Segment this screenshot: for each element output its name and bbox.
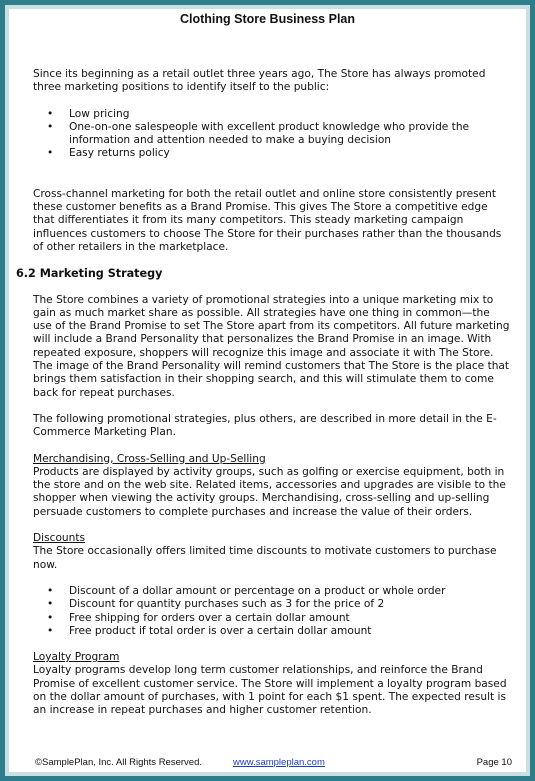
list-item: • Easy returns policy (33, 147, 510, 160)
footer-copyright: ©SamplePlan, Inc. All Rights Reserved. (35, 757, 202, 768)
discounts-text: The Store occasionally offers limited time discounts to motivate customers to purchase now. (33, 545, 497, 571)
discounts-title: Discounts (33, 532, 86, 545)
merchandising-title: Merchandising, Cross-Selling and Up-Selling (33, 452, 266, 465)
page-header-title: Clothing Store Business Plan (179, 12, 356, 26)
list-item: • Discount for quantity purchases such as 3 for the price of 2 (33, 598, 510, 611)
list-item: • One-on-one salespeople with excellent product knowledge who provide the information and attention needed to make a buying decision (33, 121, 510, 148)
positions-list (33, 108, 510, 161)
strategy-paragraph-1: The Store combines a variety of promotional strategies into a unique marketing mix to gain as much market share as possible. All strategies have one thing in common—the use of the Brand Promise to set The Store apart from its competitors. All future marketing will include a Brand Personality that personalizes the Brand Promise in an image. With repeated exposure, shoppers will recognize this image and associate it with The Store. The image of the Brand Personality will remind customers that The Store is the place that brings them satisfaction in their shopping search, and this will stimulate them to come back for repeat purchases. (33, 293, 510, 399)
section-heading: 6.2 Marketing Strategy (16, 267, 163, 281)
loyalty-text: Loyalty programs develop long term customer relationships, and reinforce the Brand Promise of excellent customer service. The Store will implement a loyalty program based on the dollar amount of purchases, with 1 point for each $1 spent. The expected result is an increase in repeat purchases and higher customer retention. (33, 664, 507, 717)
intro-paragraph-1: Since its beginning as a retail outlet three years ago, The Store has always promoted three marketing positions to identify itself to the public: (33, 68, 486, 94)
footer-page-number: Page 10 (476, 757, 512, 768)
document-page (9, 9, 526, 772)
list-item: • Low pricing (33, 108, 510, 121)
discounts-list (33, 585, 510, 638)
page-frame (5, 5, 530, 776)
footer-website-link[interactable]: www.sampleplan.com (233, 757, 325, 768)
list-item: • Discount of a dollar amount or percentage on a product or whole order (33, 585, 510, 598)
merchandising-text: Products are displayed by activity groups, such as golfing or exercise equipment, both in the store and on the web site. Related items, accessories and upgrades are visible to the shopper when viewing the activity groups. Merchandising, cross-selling and up-selling persuade customers to complete purchases and increase the value of their orders. (33, 465, 506, 518)
list-item: • Free product if total order is over a certain dollar amount (33, 625, 510, 638)
list-item: • Free shipping for orders over a certain dollar amount (33, 612, 510, 625)
intro-paragraph-2: Cross-channel marketing for both the retail outlet and online store consistently present these customer benefits as a Brand Promise. This gives The Store a competitive edge that differentiates it from its many competitors. This steady marketing campaign influences customers to choose The Store for their purchases rather than the thousands of other retailers in the marketplace. (33, 187, 502, 253)
loyalty-title: Loyalty Program (33, 651, 120, 664)
document-body (16, 68, 510, 718)
strategy-paragraph-2: The following promotional strategies, plus others, are described in more detail in the E-Commerce Marketing Plan. (33, 412, 497, 439)
